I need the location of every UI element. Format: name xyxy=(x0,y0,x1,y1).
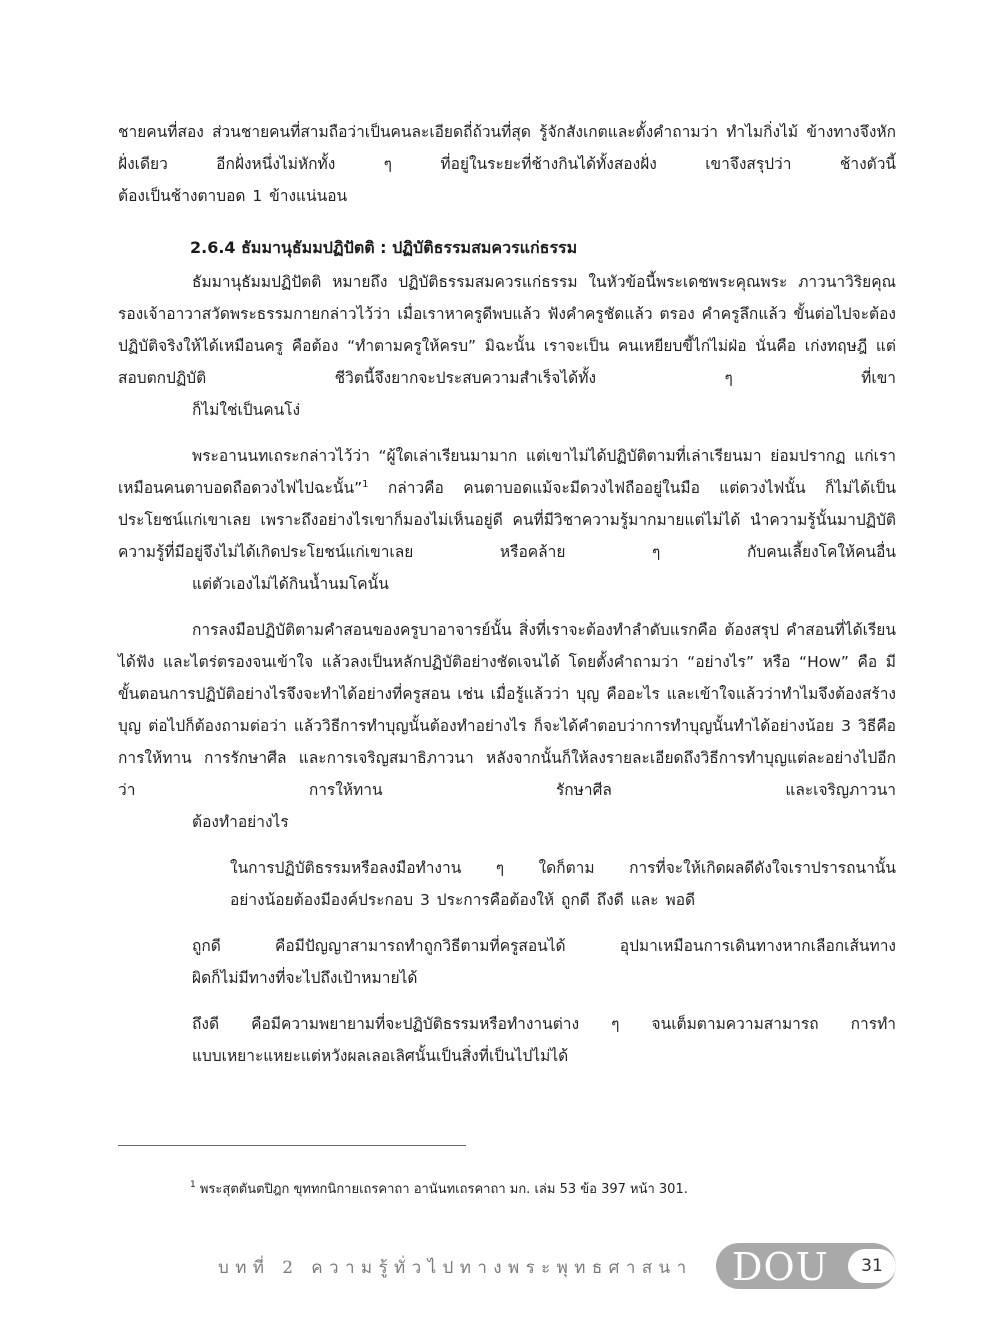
text-line: ต้องทำอย่างไร xyxy=(192,813,289,831)
dou-logo: DOU xyxy=(732,1245,829,1289)
text-line: คำครูลึกแล้ว ขั้นต่อไปจะต้องปฏิบัติจริงให้ได้เหมือนครู คือต้อง “ทำตามครูให้ครบ” มิฉะนั้น เราจะเป็น xyxy=(118,305,896,355)
page-footer xyxy=(0,1242,1000,1292)
text-line: กล่าวคือ คนตาบอดแม้จะมีดวงไฟถืออยู่ในมือ แต่ดวงไฟนั้น xyxy=(368,479,806,497)
text-line: อย่างน้อยต้องมีองค์ประกอบ 3 ประการคือต้องให้ ถูกดี ถึงดี และ พอดี xyxy=(230,891,696,909)
text-line: ถูกดี คือมีปัญญาสามารถทำถูกวิธีตามที่ครูสอนได้ อุปมาเหมือนการเดินทางหากเลือกเส้นทาง xyxy=(192,937,896,955)
paragraph-4 xyxy=(118,614,896,838)
text-line: ถึงดี คือมีความพยายามที่จะปฏิบัติธรรมหรือทำงานต่าง ๆ จนเต็มตามความสามารถ การทำ xyxy=(192,1015,896,1033)
text-line: ในการปฏิบัติธรรมหรือลงมือทำงาน ๆ ใดก็ตาม การที่จะให้เกิดผลดีดังใจเราปรารถนานั้น xyxy=(230,859,896,877)
text-line: คนเหยียบขี้ไก่ไม่ฝ่อ นั่นคือ เก่งทฤษฎี แต่สอบตกปฏิบัติ ชีวิตนี้จึงยากจะประสบความสำเร็จได้ทั้ง ๆ ที่เขา xyxy=(118,337,896,387)
paragraph-1 xyxy=(118,116,896,212)
text-line: ต้องเป็นช้างตาบอด 1 ข้างแน่นอน xyxy=(118,187,348,205)
text-line: ก็ไม่ใช่เป็นคนโง่ xyxy=(192,401,301,419)
text-line: ภาวนาวิริยคุณ รองเจ้าอาวาสวัดพระธรรมกายกล่าวไว้ว่า เมื่อเราหาครูดีพบแล้ว ฟังคำครูชัดแล้ว ตรอง xyxy=(118,273,896,323)
footnote-divider xyxy=(118,1145,466,1146)
text-line: ข้างทางจึงหักฝั่งเดียว อีกฝั่งหนึ่งไม่หักทั้ง ๆ ที่อยู่ในระยะที่ช้างกินได้ทั้งสองฝั่ง เขาจึงสรุปว่า ช้างตัวนี้ xyxy=(118,123,896,173)
text-line: พระอานนทเถระกล่าวไว้ว่า “ผู้ใดเล่าเรียนมามาก แต่เขาไม่ได้ปฏิบัติตามที่เล่าเรียนมา ย่อมปรากฏ xyxy=(192,447,846,465)
text-line: แต่ตัวเองไม่ได้กินน้ำนมโคนั้น xyxy=(192,575,389,593)
paragraph-7 xyxy=(118,1008,896,1072)
text-line: แก่เราเหมือนคนตาบอดถือดวงไฟไปฉะนั้น” xyxy=(118,447,896,497)
text-line: ก็จะได้คำตอบว่าการทำบุญนั้นทำได้อย่างน้อย 3 วิธีคือ การให้ทาน การรักษาศีล และการเจริญสมาธิภาวนา xyxy=(118,717,896,767)
page-number: 31 xyxy=(848,1249,896,1283)
footnote-reference[interactable]: 1 xyxy=(362,478,369,490)
text-line: คำสอนที่ได้เรียนได้ฟัง และไตร่ตรองจนเข้าใจ แล้วลงเป็นหลักปฏิบัติอย่างชัดเจนได้ โดยตั้งคำถามว่า xyxy=(118,621,896,671)
chapter-title: บทที่ 2 ความรู้ทั่วไปทางพระพุทธศาสนา xyxy=(218,1258,693,1278)
footnote xyxy=(190,1178,688,1199)
page-body xyxy=(118,116,896,1072)
text-line: การลงมือปฏิบัติตามคำสอนของครูบาอาจารย์นั้น สิ่งที่เราจะต้องทำลำดับแรกคือ ต้องสรุป xyxy=(192,621,779,639)
text-line: ธัมมานุธัมมปฏิปัตติ หมายถึง ปฏิบัติธรรมสมควรแก่ธรรม ในหัวข้อนี้พระเดชพระคุณพระ xyxy=(192,273,788,291)
text-line: หลังจากนั้นก็ให้ลงรายละเอียดถึงวิธีการทำบุญแต่ละอย่างไปอีกว่า การให้ทาน รักษาศีล และเจริญภาวนา xyxy=(118,749,896,799)
text-line: “อย่างไร” หรือ “How” คือ มีขั้นตอนการปฏิบัติอย่างไรจึงจะทำได้อย่างที่ครูสอน เช่น เมื่อรู้แล้วว่า บุญ xyxy=(118,653,896,703)
text-line: ก็ไม่ได้เป็นประโยชน์แก่เขาเลย เพราะถึงอย่างไรเขาก็มองไม่เห็นอยู่ดี คนที่มีวิชาความรู้มากมายแต่ไม่ได้ xyxy=(118,479,896,529)
paragraph-6 xyxy=(118,930,896,994)
text-line: ชายคนที่สอง ส่วนชายคนที่สามถือว่าเป็นคนละเอียดถี่ถ้วนที่สุด รู้จักสังเกตและตั้งคำถามว่า ทำไมกิ่งไม้ xyxy=(118,123,799,141)
text-line: นำความรู้นั้นมาปฏิบัติ ความรู้ที่มีอยู่จึงไม่ได้เกิดประโยชน์แก่เขาเลย หรือคล้าย ๆ กับคนเลี้ยงโคให้คนอื่น xyxy=(118,511,896,561)
section-heading: 2.6.4 ธัมมานุธัมมปฏิปัตติ : ปฏิบัติธรรมสมควรแก่ธรรม xyxy=(190,238,578,257)
dou-badge xyxy=(716,1243,896,1289)
paragraph-2 xyxy=(118,266,896,426)
text-line: คืออะไร และเข้าใจแล้วว่าทำไมจึงต้องสร้างบุญ ต่อไปก็ต้องถามต่อว่า แล้ววิธีการทำบุญนั้นต้องทำอย่างไร xyxy=(118,685,896,735)
footnote-number: 1 xyxy=(190,1180,196,1190)
text-line: ผิดก็ไม่มีทางที่จะไปถึงเป้าหมายได้ xyxy=(192,969,418,987)
footnote-text: พระสุตตันตปิฎก ขุททกนิกายเถรคาถา อานันทเถรคาถา มก. เล่ม 53 ข้อ 397 หน้า 301. xyxy=(195,1182,688,1197)
paragraph-5 xyxy=(118,852,896,916)
text-line: แบบเหยาะแหยะแต่หวังผลเลอเลิศนั้นเป็นสิ่งที่เป็นไปไม่ได้ xyxy=(192,1047,569,1065)
paragraph-3 xyxy=(118,440,896,600)
